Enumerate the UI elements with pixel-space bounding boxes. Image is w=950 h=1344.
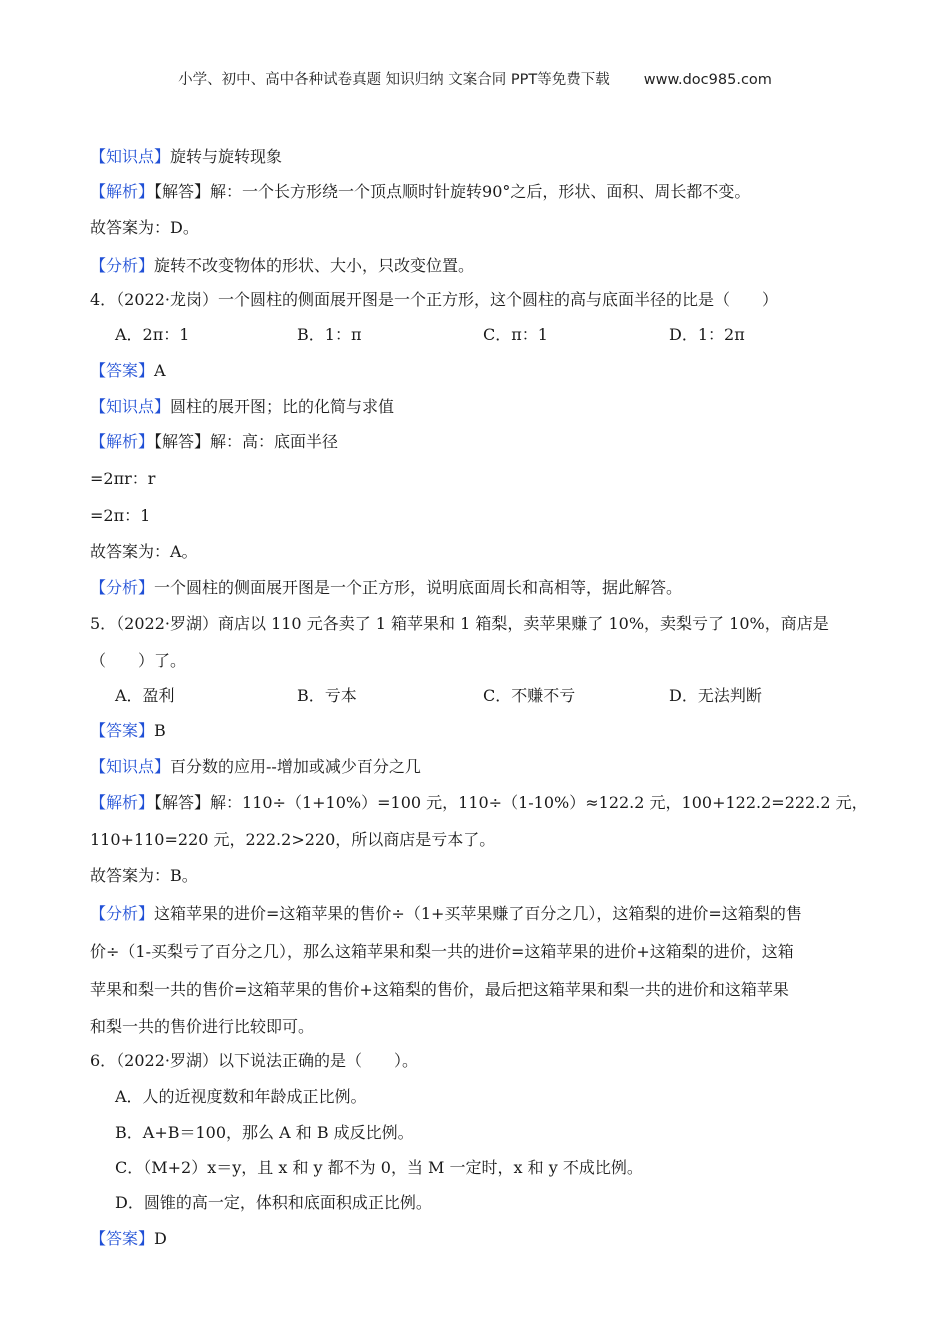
knowledge-point-line: 【知识点】旋转与旋转现象 <box>90 147 283 166</box>
option-b: B．亏本 <box>297 686 357 705</box>
option-d: D．1：2π <box>669 325 745 344</box>
work-line: =2π：1 <box>90 506 151 525</box>
analysis-line: 【解析】【解答】解：110÷（1+10%）=100 元，110÷（1-10%）≈122.2 元，100+122.2=222.2 元， <box>90 793 868 812</box>
explanation-line: 【分析】一个圆柱的侧面展开图是一个正方形，说明底面周长和高相等，据此解答。 <box>90 578 683 597</box>
header-url[interactable]: www.doc985.com <box>643 72 772 88</box>
option-c: C．不赚不亏 <box>483 686 576 705</box>
answer-statement: 故答案为：B。 <box>90 866 198 885</box>
explanation-cont: 苹果和梨一共的售价=这箱苹果的售价+这箱梨的售价，最后把这箱苹果和梨一共的进价和这箱苹果 <box>90 980 789 999</box>
option-b: B．1：π <box>297 325 362 344</box>
option-b: B．A+B＝100，那么 A 和 B 成反比例。 <box>115 1123 414 1142</box>
analysis-line: 【解析】【解答】解：高：底面半径 <box>90 432 339 451</box>
knowledge-point-line: 【知识点】圆柱的展开图；比的化简与求值 <box>90 397 395 416</box>
option-d: D．圆锥的高一定，体积和底面积成正比例。 <box>115 1193 432 1212</box>
explanation-line: 【分析】这箱苹果的进价=这箱苹果的售价÷（1+买苹果赚了百分之几），这箱梨的进价=这箱梨的售 <box>90 904 802 923</box>
explanation-line: 【分析】旋转不改变物体的形状、大小，只改变位置。 <box>90 256 475 275</box>
question-5: 5．（2022·罗湖）商店以 110 元各卖了 1 箱苹果和 1 箱梨，卖苹果赚了 10%，卖梨亏了 10%，商店是 <box>90 614 829 633</box>
question-5-cont: （ ）了。 <box>90 651 187 670</box>
page-header <box>0 68 950 89</box>
answer-statement: 故答案为：D。 <box>90 218 199 237</box>
option-a: A．盈利 <box>115 686 175 705</box>
answer-statement: 故答案为：A。 <box>90 542 198 561</box>
option-c: C．π：1 <box>483 325 548 344</box>
work-line: =2πr：r <box>90 469 156 488</box>
answer-line: 【答案】A <box>90 361 166 380</box>
explanation-cont: 和梨一共的售价进行比较即可。 <box>90 1017 315 1036</box>
explanation-cont: 价÷（1-买梨亏了百分之几），那么这箱苹果和梨一共的进价=这箱苹果的进价+这箱梨的进价，这箱 <box>90 942 794 961</box>
answer-line: 【答案】D <box>90 1229 167 1248</box>
knowledge-point-line: 【知识点】百分数的应用--增加或减少百分之几 <box>90 757 421 776</box>
question-6: 6．（2022·罗湖）以下说法正确的是（ ）。 <box>90 1051 418 1070</box>
analysis-line: 【解析】【解答】解：一个长方形绕一个顶点顺时针旋转90°之后，形状、面积、周长都不变。 <box>90 182 751 201</box>
work-line: 110+110=220 元，222.2>220，所以商店是亏本了。 <box>90 830 496 849</box>
option-a: A．人的近视度数和年龄成正比例。 <box>115 1087 367 1106</box>
option-a: A．2π：1 <box>115 325 190 344</box>
header-text: 小学、初中、高中各种试卷真题 知识归纳 文案合同 PPT等免费下载 <box>178 72 610 88</box>
question-4: 4．（2022·龙岗）一个圆柱的侧面展开图是一个正方形，这个圆柱的高与底面半径的比是（ ） <box>90 290 778 309</box>
option-c: C．（M+2）x＝y，且 x 和 y 都不为 0，当 M 一定时，x 和 y 不成比例。 <box>115 1158 643 1177</box>
answer-line: 【答案】B <box>90 721 166 740</box>
option-d: D．无法判断 <box>669 686 762 705</box>
